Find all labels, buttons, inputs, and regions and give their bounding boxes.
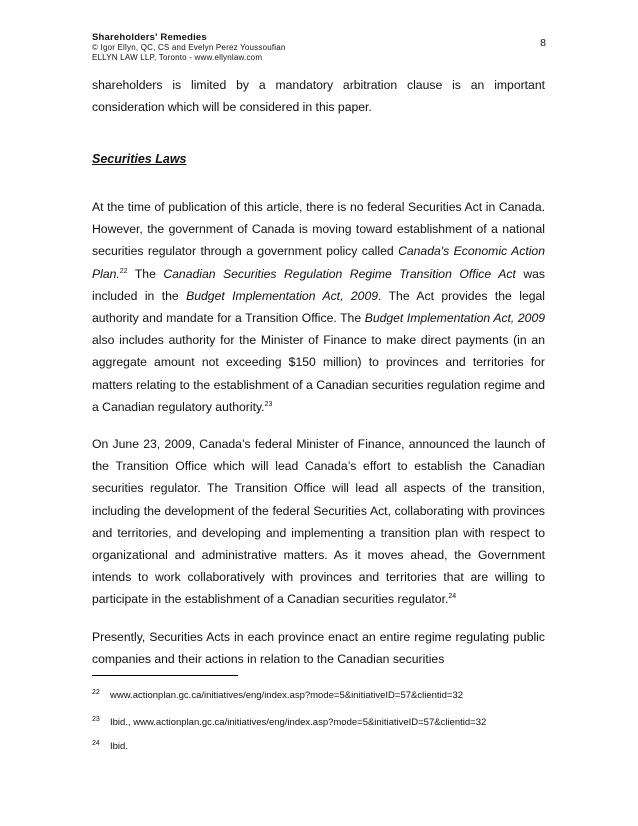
p1-text-1: At the time of publication of this article, there is no federal Securities Act in Canada. However, the government of Canada is moving toward establishment of a national securities regulator through a government policy called xyxy=(92,200,545,259)
p1-italic-action-plan: Canada's Economic Action Plan. xyxy=(92,244,545,281)
header-title: Shareholders' Remedies xyxy=(92,32,207,43)
section-heading: Securities Laws xyxy=(92,152,187,166)
p1-italic-budget-act-1: Budget Implementation Act, 2009 xyxy=(186,288,378,303)
p2-text: On June 23, 2009, Canada’s federal Minister of Finance, announced the launch of the Transition Office which will lead Canada’s effort to establish the Canadian securities regulator. The Transition Office will lead all aspects of the transition, including the development of the federal Securities Act, collaborating with provinces and territories, and developing and implementing a transition plan with respect to organizational and administrative matters. As it moves ahead, the Government intends to work collaboratively with provinces and territories that are willing to participate in the establishment of a Canadian securities regulator. xyxy=(92,437,545,607)
p1-text-4: . The Act provides the legal authority and mandate for a Transition Office. The xyxy=(92,288,545,326)
footnote-number: 23 xyxy=(92,716,100,723)
paragraph-securities-act xyxy=(92,196,545,418)
footnote-ref-22[interactable]: 22 xyxy=(119,267,128,275)
footnote-24 xyxy=(92,741,128,754)
footnote-text: www.actionplan.gc.ca/initiatives/eng/index.asp?mode=5&initiativeID=57&clientid=32 xyxy=(110,690,464,701)
header-authors: © Igor Ellyn, QC, CS and Evelyn Perez Youssoufian xyxy=(92,43,286,52)
footnote-ref-23[interactable]: 23 xyxy=(264,400,273,408)
paragraph-presently: Presently, Securities Acts in each province enact an entire regime regulating public companies and their actions in relation to the Canadian securities xyxy=(92,630,545,667)
page-number: 8 xyxy=(540,37,546,49)
footnote-22 xyxy=(92,690,463,703)
p1-text-5: also includes authority for the Minister of Finance to make direct payments (in an aggregate amount not exceeding $150 million) to provinces and territories for matters relating to the establishment of a Canadian securities regulation regime and a Canadian regulatory authority. xyxy=(92,333,545,414)
footnote-text: Ibid. xyxy=(110,741,128,752)
footnote-ref-24[interactable]: 24 xyxy=(448,593,457,601)
footnote-text: Ibid., www.actionplan.gc.ca/initiatives/eng/index.asp?mode=5&initiativeID=57&clientid=32 xyxy=(110,717,487,728)
footnote-number: 22 xyxy=(92,689,100,696)
running-header xyxy=(92,32,552,63)
footnote-23 xyxy=(92,717,486,730)
p1-text-3: was included in the xyxy=(92,266,545,303)
paragraph-transition-office xyxy=(92,433,545,611)
header-firm: ELLYN LAW LLP, Toronto - www.ellynlaw.com xyxy=(92,53,263,62)
footnote-divider xyxy=(92,675,238,676)
p1-italic-transition-act: Canadian Securities Regulation Regime Transition Office Act xyxy=(163,266,516,281)
p1-italic-budget-act-2: Budget Implementation Act, 2009 xyxy=(364,311,546,326)
p1-text-2: The xyxy=(127,266,164,281)
intro-paragraph: shareholders is limited by a mandatory arbitration clause is an important consideration which will be considered in this paper. xyxy=(92,78,545,115)
footnote-number: 24 xyxy=(92,740,100,747)
